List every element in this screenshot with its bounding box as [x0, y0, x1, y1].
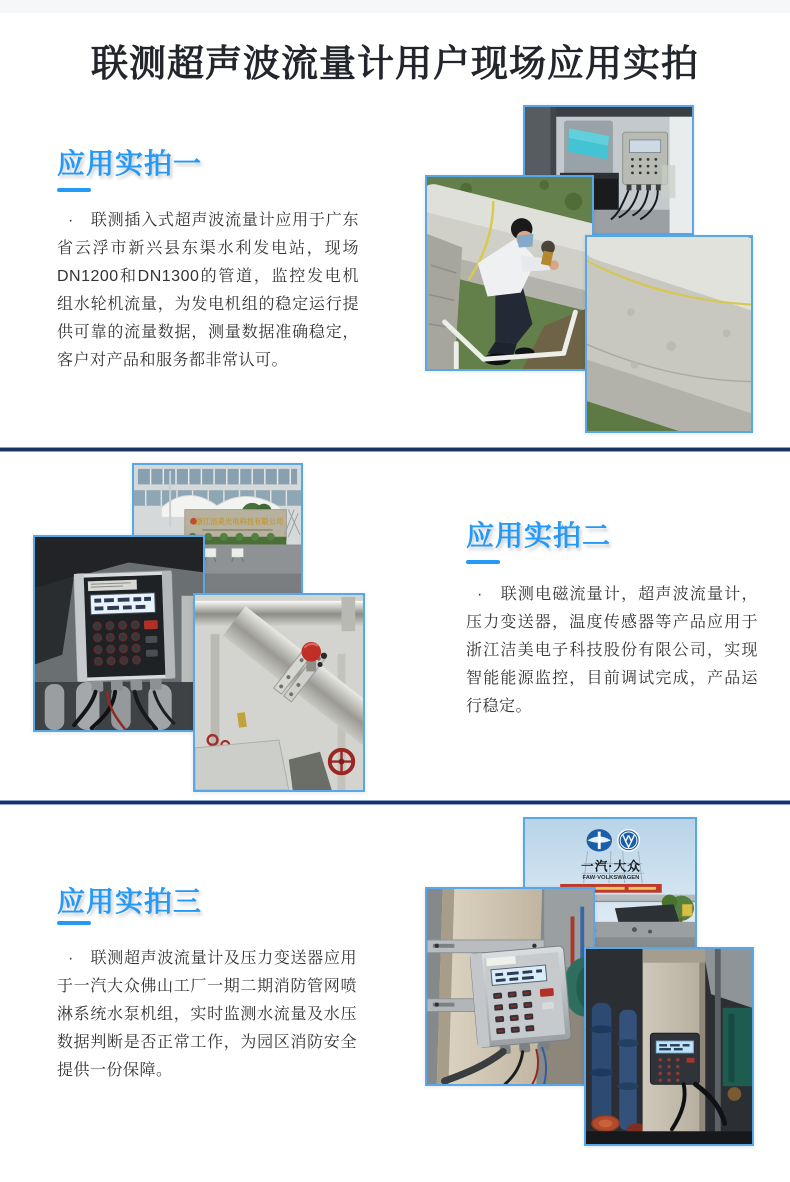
horizontal-steel-pipe: [195, 601, 363, 627]
section-3-body-text: · 联测超声波流量计及压力变送器应用于一汽大众佛山工厂一期二期消防管网喷淋系统水泵机组，实时监测水流量及水压数据判断是否正常工作，为园区消防安全提供一份保障。: [57, 950, 357, 1079]
meter-column-photo-graphic: [427, 889, 593, 1084]
converter-unit: [564, 121, 613, 179]
red-handwheel: [330, 750, 353, 774]
photo-technician-installing-flowmeter: [425, 175, 594, 371]
section-1-heading-underline: [57, 188, 91, 192]
lcd-display: [656, 1041, 693, 1053]
steel-duct: [195, 740, 289, 790]
flowmeter-device: [470, 946, 572, 1057]
pump-room-photo-graphic: [586, 949, 752, 1144]
photo-large-concrete-pipe: [585, 235, 753, 433]
section-divider: [0, 447, 790, 452]
photo-pipes-pressure-transmitter: [193, 593, 365, 792]
section-2-heading-underline: [466, 560, 500, 564]
top-strip: [0, 0, 790, 13]
faw-sign-english-text: FAW·VOLKSWAGEN: [582, 875, 640, 882]
vw-logo-icon: [618, 830, 639, 851]
flag-pole: [169, 471, 171, 527]
meter-closeup-photo-graphic: [35, 537, 203, 730]
faw-logo-icon: [587, 829, 612, 851]
flowmeter-device: [623, 132, 668, 190]
section-2-heading: 应用实拍二: [466, 520, 612, 551]
lcd-display: [90, 593, 155, 615]
faw-sign-chinese-text: 一汽·大众: [581, 859, 641, 874]
pipe-photo-graphic: [587, 237, 751, 431]
page-title: 联测超声波流量计用户现场应用实拍: [91, 43, 699, 84]
section-3-heading: 应用实拍三: [57, 886, 203, 917]
photo-flowmeter-converter-closeup: [33, 535, 205, 732]
concrete-pipe: [587, 237, 751, 431]
section-1-body-text: · 联测插入式超声波流量计应用于广东省云浮市新兴县东渠水利发电站，现场DN1200和DN1300的管道，监控发电机组水轮机流量，为发电机组的稳定运行提供可靠的流量数据，测量数据准确稳定，客户对产品和服务都非常认可。: [57, 212, 359, 369]
pump-equipment: [723, 1008, 752, 1086]
section-1-heading: 应用实拍一: [57, 148, 203, 179]
section-3-heading-underline: [57, 921, 91, 925]
company-sign-text: 浙江洁美光电科技有限公司: [195, 517, 284, 527]
technician-photo-graphic: [427, 177, 592, 369]
section-2-body-text: · 联测电磁流量计，超声波流量计，压力变送器，温度传感器等产品应用于浙江洁美电子科技股份有限公司，实现智能能源监控，目前调试完成，产品运行稳定。: [466, 586, 758, 715]
pipes-photo-graphic: [195, 595, 363, 790]
flowmeter-device: [650, 1033, 699, 1084]
flowmeter-device: [74, 571, 176, 693]
photo-pump-room-flowmeter: [584, 947, 754, 1146]
photo-flowmeter-on-column: [425, 887, 595, 1086]
section-divider: [0, 800, 790, 805]
